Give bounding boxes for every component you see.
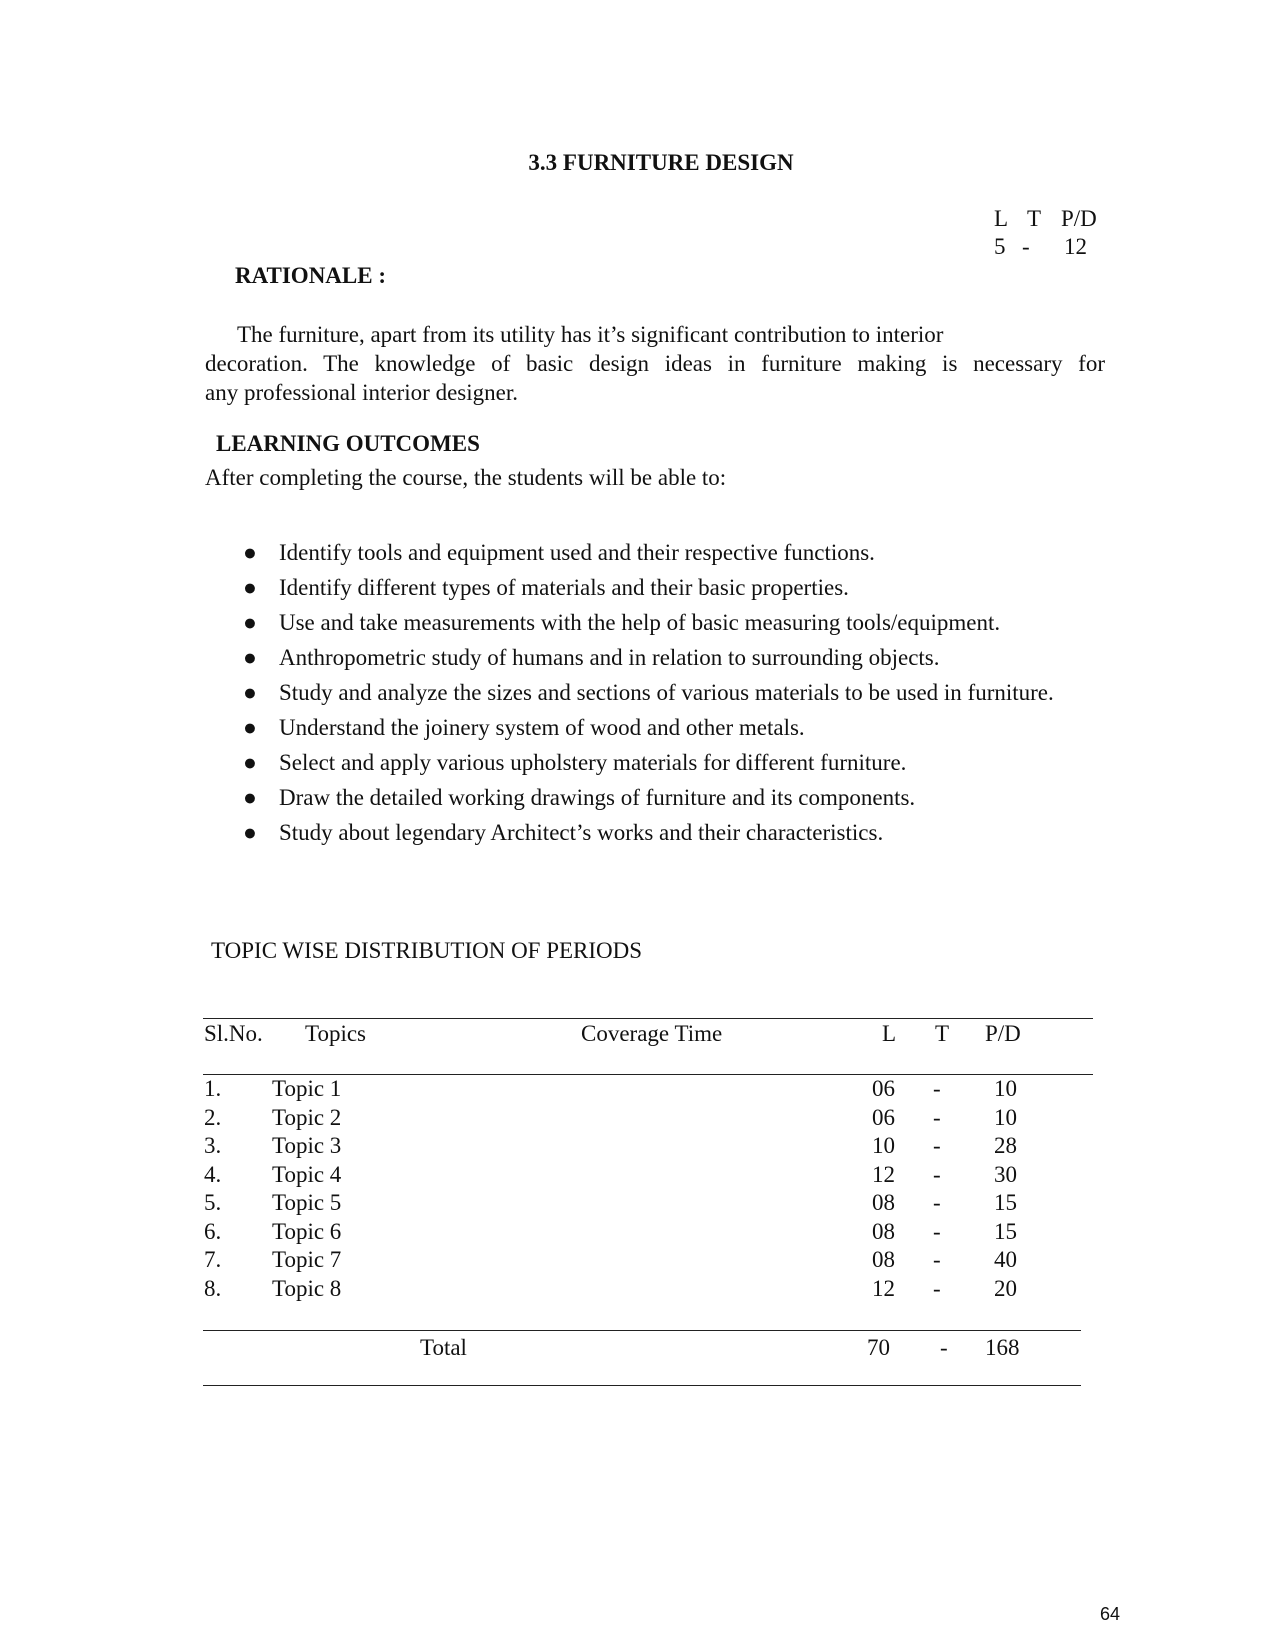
bullet-icon: ● xyxy=(243,785,257,810)
cell-pd: 28 xyxy=(994,1133,1017,1158)
total-label: Total xyxy=(420,1335,467,1360)
cell-slno: 1. xyxy=(204,1076,222,1101)
cell-slno: 6. xyxy=(204,1219,222,1244)
rationale-line: any professional interior designer. xyxy=(205,380,518,405)
cell-topic: Topic 6 xyxy=(272,1219,342,1244)
table-rule-total xyxy=(203,1330,1081,1331)
cell-topic: Topic 5 xyxy=(272,1190,342,1215)
column-header-t: T xyxy=(935,1021,950,1046)
cell-l: 08 xyxy=(872,1247,895,1272)
learning-outcomes-list xyxy=(230,537,1116,852)
cell-t: - xyxy=(933,1162,941,1187)
cell-l: 08 xyxy=(872,1219,895,1244)
column-header-coverage: Coverage Time xyxy=(581,1021,723,1046)
list-item-text: Anthropometric study of humans and in relation to surrounding objects. xyxy=(279,645,940,670)
column-header-topics: Topics xyxy=(305,1021,366,1046)
list-item xyxy=(230,782,1116,814)
cell-topic: Topic 3 xyxy=(272,1133,342,1158)
learning-outcomes-intro: After completing the course, the students will be able to: xyxy=(205,465,727,490)
list-item xyxy=(230,747,1116,779)
bullet-icon: ● xyxy=(243,575,257,600)
column-header-l: L xyxy=(882,1021,897,1046)
cell-slno: 3. xyxy=(204,1133,222,1158)
cell-l: 12 xyxy=(872,1276,895,1301)
total-t: - xyxy=(940,1335,948,1360)
cell-l: 08 xyxy=(872,1190,895,1215)
list-item xyxy=(230,817,1116,849)
column-header-slno: Sl.No. xyxy=(204,1021,263,1046)
cell-slno: 7. xyxy=(204,1247,222,1272)
cell-pd: 40 xyxy=(994,1247,1017,1272)
column-header-pd: P/D xyxy=(985,1021,1021,1046)
bullet-icon: ● xyxy=(243,715,257,740)
list-item xyxy=(230,642,1116,674)
ltp-header-l: L xyxy=(994,206,1009,231)
cell-t: - xyxy=(933,1105,941,1130)
cell-l: 06 xyxy=(872,1105,895,1130)
cell-slno: 4. xyxy=(204,1162,222,1187)
rationale-heading: RATIONALE : xyxy=(235,263,387,288)
cell-slno: 8. xyxy=(204,1276,222,1301)
list-item-text: Study and analyze the sizes and sections of various materials to be used in furniture. xyxy=(279,680,1054,705)
rationale-line: decoration. The knowledge of basic design ideas in furniture making is necessary for xyxy=(205,351,1105,376)
table-rule-header xyxy=(203,1074,1093,1075)
cell-l: 12 xyxy=(872,1162,895,1187)
bullet-icon: ● xyxy=(243,645,257,670)
cell-slno: 2. xyxy=(204,1105,222,1130)
cell-t: - xyxy=(933,1190,941,1215)
list-item xyxy=(230,572,1116,604)
cell-t: - xyxy=(933,1219,941,1244)
cell-pd: 15 xyxy=(994,1219,1017,1244)
cell-topic: Topic 7 xyxy=(272,1247,342,1272)
bullet-icon: ● xyxy=(243,540,257,565)
cell-pd: 30 xyxy=(994,1162,1017,1187)
ltp-value-pd: 12 xyxy=(1064,234,1087,259)
ltp-header-t: T xyxy=(1027,206,1042,231)
cell-topic: Topic 1 xyxy=(272,1076,342,1101)
cell-pd: 10 xyxy=(994,1105,1017,1130)
total-pd: 168 xyxy=(985,1335,1020,1360)
list-item xyxy=(230,677,1116,709)
page-title: 3.3 FURNITURE DESIGN xyxy=(528,150,794,175)
ltp-value-t: - xyxy=(1022,234,1030,259)
ltp-header-pd: P/D xyxy=(1061,206,1097,231)
bullet-icon: ● xyxy=(243,750,257,775)
cell-slno: 5. xyxy=(204,1190,222,1215)
cell-topic: Topic 8 xyxy=(272,1276,342,1301)
list-item-text: Select and apply various upholstery materials for different furniture. xyxy=(279,750,907,775)
distribution-heading: TOPIC WISE DISTRIBUTION OF PERIODS xyxy=(211,938,643,963)
bullet-icon: ● xyxy=(243,680,257,705)
table-rule-bottom xyxy=(203,1385,1081,1386)
cell-l: 06 xyxy=(872,1076,895,1101)
rationale-paragraph xyxy=(205,320,1105,407)
cell-topic: Topic 4 xyxy=(272,1162,342,1187)
cell-pd: 20 xyxy=(994,1276,1017,1301)
cell-t: - xyxy=(933,1276,941,1301)
list-item xyxy=(230,537,1116,569)
list-item-text: Identify different types of materials and their basic properties. xyxy=(279,575,849,600)
list-item xyxy=(230,607,1116,639)
list-item-text: Identify tools and equipment used and their respective functions. xyxy=(279,540,875,565)
learning-outcomes-heading: LEARNING OUTCOMES xyxy=(216,431,480,456)
list-item-text: Understand the joinery system of wood and other metals. xyxy=(279,715,805,740)
table-rule-top xyxy=(203,1018,1093,1019)
cell-pd: 15 xyxy=(994,1190,1017,1215)
page-number: 64 xyxy=(1099,1604,1120,1624)
list-item-text: Use and take measurements with the help of basic measuring tools/equipment. xyxy=(279,610,1001,635)
ltp-value-l: 5 xyxy=(994,234,1006,259)
total-l: 70 xyxy=(867,1335,890,1360)
list-item xyxy=(230,712,1116,744)
cell-topic: Topic 2 xyxy=(272,1105,342,1130)
cell-pd: 10 xyxy=(994,1076,1017,1101)
list-item-text: Study about legendary Architect’s works and their characteristics. xyxy=(279,820,884,845)
cell-t: - xyxy=(933,1076,941,1101)
rationale-line: The furniture, apart from its utility has it’s significant contribution to interior xyxy=(237,322,944,347)
list-item-text: Draw the detailed working drawings of furniture and its components. xyxy=(279,785,916,810)
cell-t: - xyxy=(933,1247,941,1272)
cell-l: 10 xyxy=(872,1133,895,1158)
cell-t: - xyxy=(933,1133,941,1158)
bullet-icon: ● xyxy=(243,820,257,845)
bullet-icon: ● xyxy=(243,610,257,635)
